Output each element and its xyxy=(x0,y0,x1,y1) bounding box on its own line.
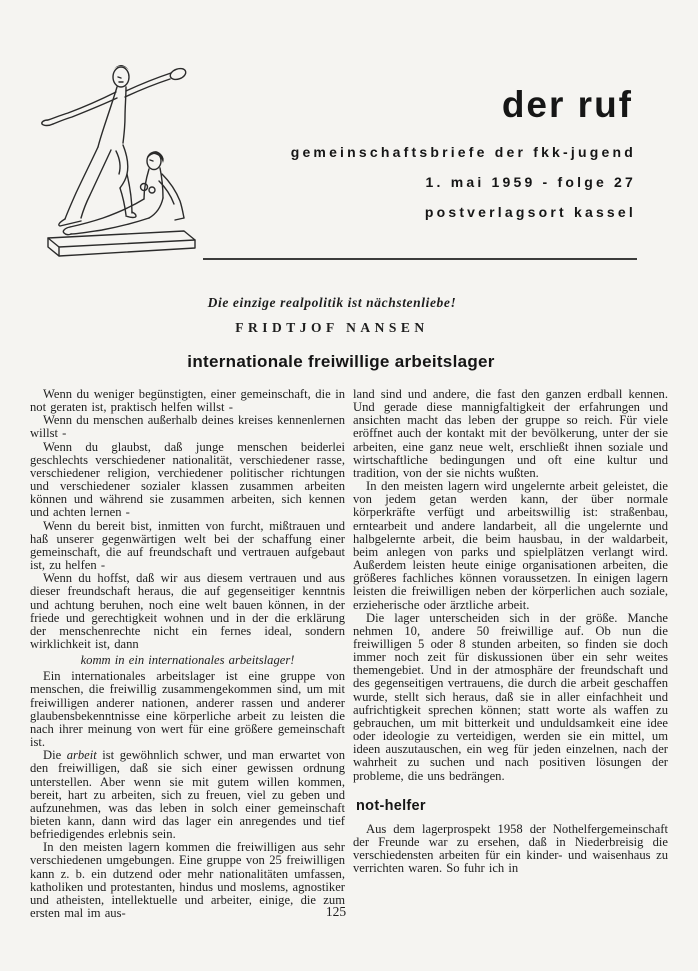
epigraph xyxy=(132,295,532,336)
article-left-column xyxy=(30,388,345,920)
magazine-title: der ruf xyxy=(501,84,633,125)
paragraph: In den meisten lagern kommen die freiwilligen aus sehr verschiedenen umgebungen. Eine gruppe von 25 freiwilligen kann z. b. ein dutzend oder mehr nationalitäten umfassen, katholiken und protestanten, hindus und moslems, agnostiker und atheisten, intellektuelle und arbeiter, einige, die zum ersten mal im aus- xyxy=(30,840,345,921)
article-right-column xyxy=(353,388,668,875)
paragraph: Aus dem lagerprospekt 1958 der Nothelfergemeinschaft der Freunde war zu ersehen, daß in Niederbreisig die verschiedensten arbeiten für ein kinder- und waisenhaus zu verrichten waren. So fuhr ich in xyxy=(353,821,668,876)
paragraph: Wenn du bereit bist, inmitten von furcht, mißtrauen und haß unserer gegenwärtigen welt bei der schaffung einer gemeinschaft, die auf freundschaft und vertrauen aufgebaut ist, zu helfen - xyxy=(30,518,345,573)
paragraph: Ein internationales arbeitslager ist eine gruppe von menschen, die freiwillig zusammengekommen sind, um mit freiwilligen anderer nationen, anderer rassen und anderer glaubensbekenntnisse eine körperliche arbeit zu leisten die nach ihrer meinung von wert für eine größere gemeinschaft ist. xyxy=(30,669,345,750)
paragraph: Wenn du weniger begünstigten, einer gemeinschaft, die in not geraten ist, praktisch helfen willst - xyxy=(30,387,345,415)
section-subheading: not-helfer xyxy=(356,797,426,814)
masthead-postmark-line: postverlagsort kassel xyxy=(424,204,636,220)
paragraph: Wenn du hoffst, daß wir aus diesem vertrauen und aus dieser freundschaft heraus, die auf gegenseitiger kenntnis und achtung beruhen, noch eine welt bauen können, in der friede und gerechtigkeit wohnen und in der die erklärung der menschenrechte nicht ein fernes ideal, sondern wirklichkeit ist, dann xyxy=(30,571,345,651)
masthead-issue-line: 1. mai 1959 - folge 27 xyxy=(425,174,636,190)
epigraph-author: FRIDTJOF NANSEN xyxy=(235,320,429,335)
paragraph: Wenn du menschen außerhalb deines kreises kennenlernen willst - xyxy=(30,413,345,441)
masthead-subtitle: gemeinschaftsbriefe der fkk-jugend xyxy=(290,144,636,160)
article-headline: internationale freiwillige arbeitslager xyxy=(187,352,495,371)
page-number: 125 xyxy=(325,904,347,919)
paragraph: Die arbeit ist gewöhnlich schwer, und man erwartet von den freiwilligen, daß sie sich einer gewissen ordnung unterstellen. Aber wenn sie mit gutem willen kommen, bereit, hart zu arbeiten, sich zu freuen, viel zu geben und aufzunehmen, was das leben in solch einer gemeinschaft bieten kann, dann wird das lager ein anregendes und tief befriedigendes erlebnis sein. xyxy=(30,748,345,842)
masthead xyxy=(291,86,636,220)
paragraph: Die lager unterscheiden sich in der größe. Manche nehmen 10, andere 50 freiwillige auf. Ob nun die freiwilligen 5 oder 8 stunden arbeiten, so finden sie doch immer noch zeit für diskussionen über ein sehr weites themengebiet. Und in der atmosphäre der freundschaft und des gegenseitigen vertrauens, die durch die arbeit geschaffen wurde, stellt sich heraus, daß sie in aller einfachheit und aufrichtigkeit sprechen können; statt worte als waffen zu gebrauchen, um mit bitterkeit und unduldsamkeit eine idee oder ideologie zu verteidigen, werden sie ein mittel, um ideen auszutauschen, ein weg für jeden einzelnen, nach der wahrheit zu suchen und nach positiven lösungen der probleme, die uns bedrängen. xyxy=(353,610,668,783)
paragraph: land sind und andere, die fast den ganzen erdball kennen. Und gerade diese mannigfaltigkeit der erfahrungen und ansichten macht das leben der gruppe so reich. Für viele eröffnet auch der kontakt mit der bevölkerung, unter der sie arbeiten, eine ganz neue welt, erschließt ihnen soziale und wirtschaftliche bedingungen und oft eine kultur und tradition, von der sie nichts wußten. xyxy=(353,387,668,480)
paragraph: In den meisten lagern wird ungelernte arbeit geleistet, die von jedem getan werden kann, der über normale körperkräfte verfügt und arbeitswillig ist: straßenbau, erntearbeit und andere landarbeit, all die ungelernte und halbgelernte arbeit, die beim hausbau, in der waldarbeit, beim anlegen von parks und spielplätzen verlangt wird. Außerdem leisten heute einige organisationen arbeiten, die größeres fachliches können voraussetzen. In einigen lagern leisten die freiwilligen neben der körperlichen auch soziale, erzieherische oder ärztliche arbeit. xyxy=(353,479,668,612)
paragraph: komm in ein internationales arbeitslager! xyxy=(80,653,295,668)
paragraph: Wenn du glaubst, daß junge menschen beiderlei geschlechts verschiedener nationalität, verschiedener rasse, verschiedener religion, verchiedener politischer richtungen und verschiedener sozialer klassen zusammen arbeiten können und während sie zusammen arbeiten, sich kennen und achten lernen - xyxy=(30,439,345,520)
epigraph-quote: Die einzige realpolitik ist nächstenliebe! xyxy=(207,295,457,310)
statue-figures-line-drawing-icon xyxy=(28,57,208,262)
masthead-divider-rule xyxy=(203,258,637,260)
